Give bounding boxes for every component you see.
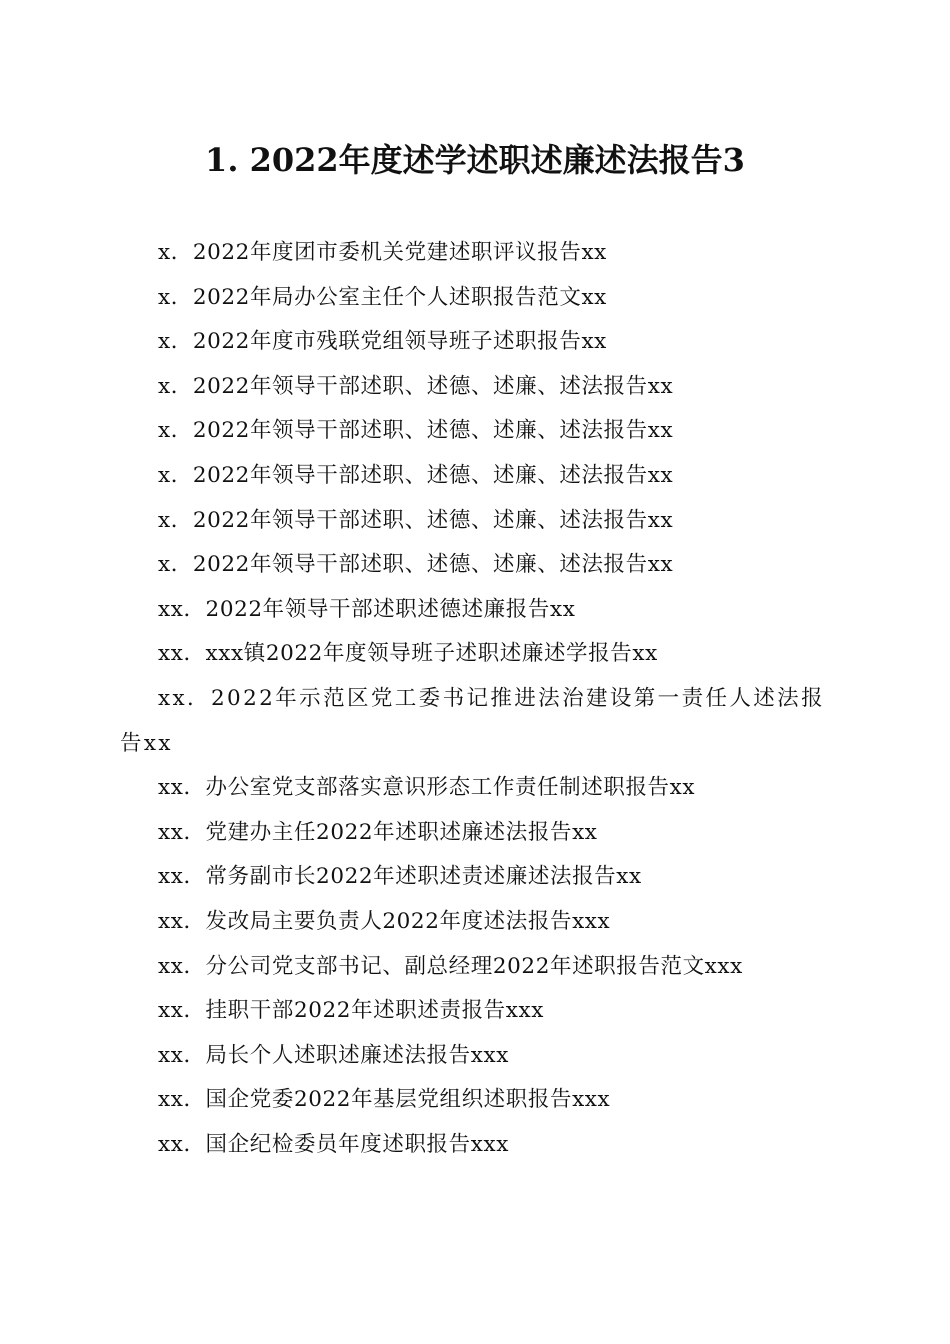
toc-item: x．2022年领导干部述职、述德、述廉、述法报告xx — [158, 552, 674, 578]
toc-item: xx．xxx镇2022年度领导班子述职述廉述学报告xx — [158, 641, 658, 667]
toc-item: x．2022年领导干部述职、述德、述廉、述法报告xx — [158, 373, 674, 399]
toc-item: x．2022年领导干部述职、述德、述廉、述法报告xx — [158, 462, 674, 488]
toc-item: x．2022年度市残联党组领导班子述职报告xx — [158, 329, 607, 355]
toc-item: xx．国企党委2022年基层党组织述职报告xxx — [158, 1087, 611, 1113]
toc-item: xx．2022年示范区党工委书记推进法治建设第一责任人述法报告xx — [120, 685, 825, 756]
toc-item: xx．国企纪检委员年度述职报告xxx — [158, 1131, 509, 1157]
toc-item: xx．2022年领导干部述职述德述廉报告xx — [158, 596, 576, 622]
document-title: 1. 2022年度述学述职述廉述法报告3 — [205, 141, 745, 179]
table-of-contents — [120, 231, 830, 1167]
toc-item: xx．局长个人述职述廉述法报告xxx — [158, 1042, 509, 1068]
toc-item: x．2022年领导干部述职、述德、述廉、述法报告xx — [158, 418, 674, 444]
toc-item: x．2022年度团市委机关党建述职评议报告xx — [158, 240, 607, 265]
toc-item: x．2022年局办公室主任个人述职报告范文xx — [158, 284, 607, 310]
toc-item: xx．办公室党支部落实意识形态工作责任制述职报告xx — [158, 775, 696, 801]
toc-item: xx．挂职干部2022年述职述责报告xxx — [158, 998, 544, 1024]
toc-item: x．2022年领导干部述职、述德、述廉、述法报告xx — [158, 507, 674, 533]
toc-item: xx．党建办主任2022年述职述廉述法报告xx — [158, 819, 598, 845]
toc-item: xx．分公司党支部书记、副总经理2022年述职报告范文xxx — [158, 953, 743, 979]
toc-item: xx．常务副市长2022年述职述责述廉述法报告xx — [158, 864, 642, 890]
toc-item: xx．发改局主要负责人2022年度述法报告xxx — [158, 908, 611, 934]
